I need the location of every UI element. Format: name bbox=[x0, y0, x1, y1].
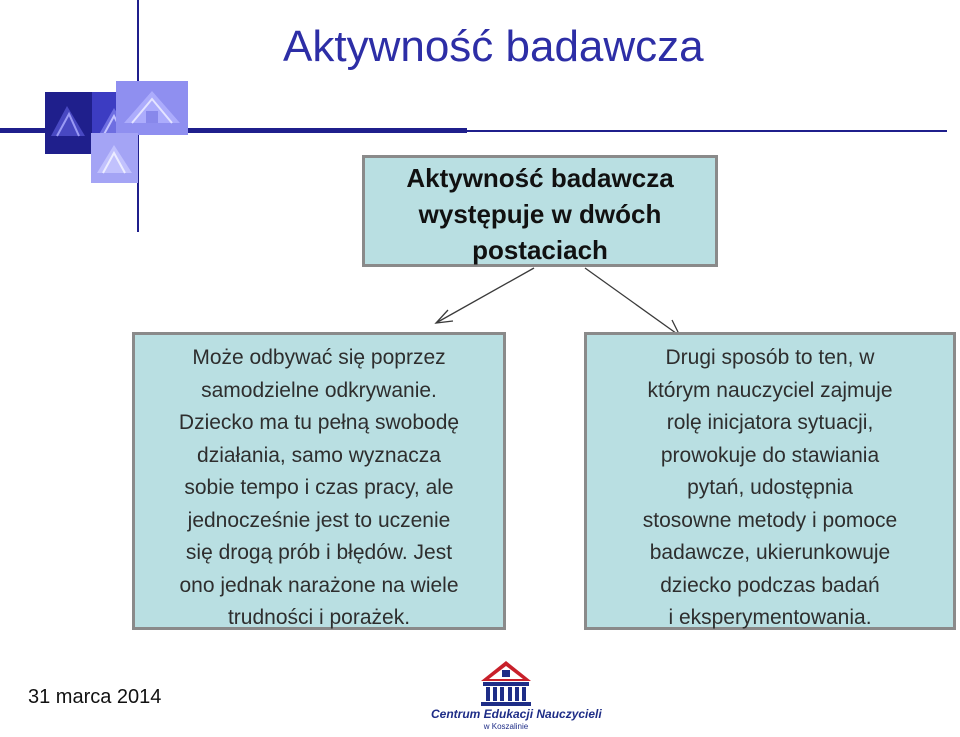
left-box-line: jednocześnie jest to uczenie bbox=[187, 508, 451, 532]
logo-location: w Koszalinie bbox=[483, 722, 529, 731]
logo-name: Centrum Edukacji Nauczycieli bbox=[431, 707, 602, 721]
arrow-to-right-box bbox=[585, 268, 680, 336]
left-box-line: się drogą prób i błędów. Jest bbox=[185, 541, 453, 564]
right-box-line: pytań, udostępnia bbox=[687, 476, 853, 499]
right-box-line: stosowne metody i pomoce bbox=[642, 508, 898, 532]
right-box-line: rolę inicjatora sytuacji, bbox=[666, 411, 874, 434]
right-box-line: Drugi sposób to ten, w bbox=[665, 346, 875, 369]
top-box-line: Aktywność badawcza bbox=[406, 163, 674, 193]
right-box-line: którym nauczyciel zajmuje bbox=[647, 378, 893, 402]
right-box-line: badawcze, ukierunkowuje bbox=[649, 541, 891, 564]
right-description-box bbox=[584, 332, 956, 630]
left-box-line: sobie tempo i czas pracy, ale bbox=[184, 476, 454, 499]
left-description-box bbox=[132, 332, 506, 630]
top-box-line: postaciach bbox=[472, 235, 608, 265]
top-concept-box bbox=[362, 155, 718, 267]
left-box-line: działania, samo wyznacza bbox=[197, 443, 441, 467]
left-box-line: Dziecko ma tu pełną swobodę bbox=[178, 411, 460, 434]
slide-title: Aktywność badawcza bbox=[283, 22, 704, 71]
arrow-to-left-box bbox=[436, 268, 534, 323]
top-box-line: występuje w dwóch bbox=[418, 199, 662, 229]
right-box-line: prowokuje do stawiania bbox=[660, 443, 880, 467]
right-box-line: i eksperymentowania. bbox=[668, 606, 872, 629]
slide-date: 31 marca 2014 bbox=[28, 686, 162, 708]
left-box-line: trudności i porażek. bbox=[227, 606, 411, 629]
building-icon bbox=[431, 655, 581, 709]
left-box-line: Może odbywać się poprzez bbox=[192, 346, 446, 369]
right-box-line: dziecko podczas badań bbox=[660, 573, 880, 597]
institution-logo bbox=[431, 655, 602, 737]
left-box-line: ono jednak narażone na wiele bbox=[179, 573, 459, 597]
left-box-line: samodzielne odkrywanie. bbox=[201, 378, 437, 402]
